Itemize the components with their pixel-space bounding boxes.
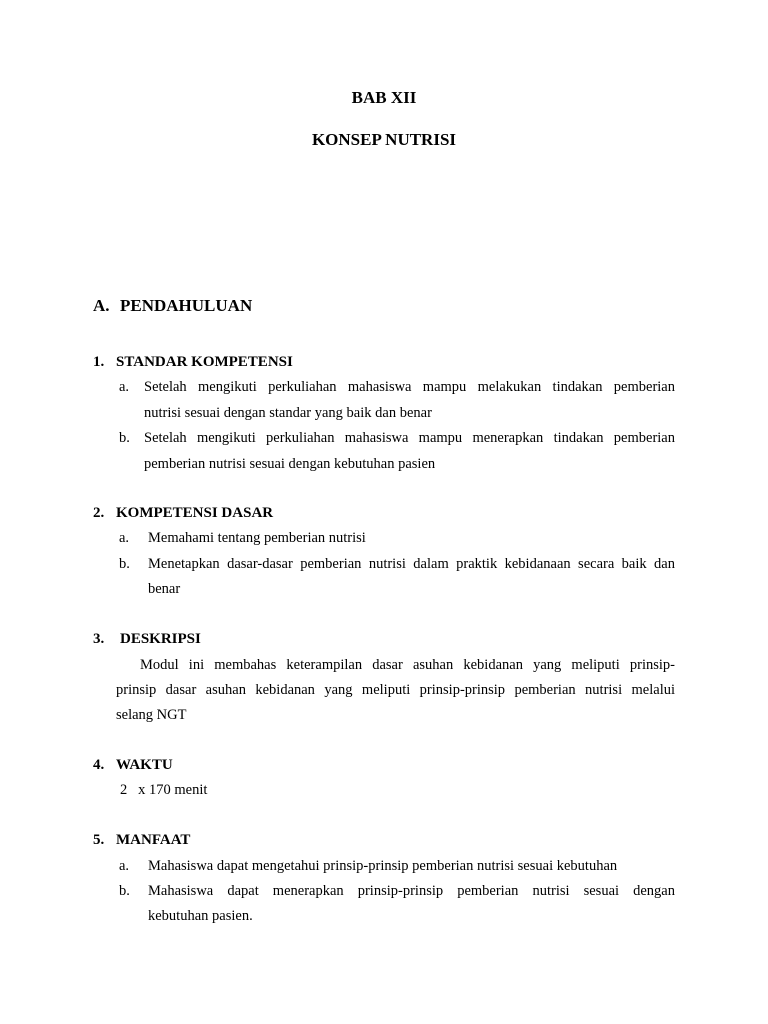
item-3-paragraph-line1: Modul ini membahas keterampilan dasar asuhan kebidanan yang meliputi prinsip- — [140, 657, 675, 673]
item-5b-line2: kebutuhan pasien. — [148, 908, 253, 924]
item-3-heading: DESKRIPSI — [120, 631, 201, 647]
item-2a-line1: Memahami tentang pemberian nutrisi — [148, 530, 366, 546]
item-1a-line1: Setelah mengikuti perkuliahan mahasiswa mampu melakukan tindakan pemberian — [144, 379, 675, 395]
item-3-paragraph-line2: prinsip dasar asuhan kebidanan yang meliputi prinsip-prinsip pemberian nutrisi melalui — [116, 682, 675, 698]
section-a-heading: PENDAHULUAN — [120, 296, 253, 315]
chapter-title: BAB XII — [351, 88, 417, 107]
item-1-heading: STANDAR KOMPETENSI — [116, 354, 293, 370]
item-5a-line1: Mahasiswa dapat mengetahui prinsip-prinsip pemberian nutrisi sesuai kebutuhan — [148, 858, 618, 874]
item-2b-marker: b. — [119, 556, 130, 572]
item-5b-marker: b. — [119, 883, 130, 899]
item-1b-marker: b. — [119, 430, 130, 446]
item-1-number: 1. — [93, 354, 105, 370]
section-a-marker: A. — [93, 296, 110, 315]
item-5b-line1: Mahasiswa dapat menerapkan prinsip-prinsip pemberian nutrisi sesuai dengan — [148, 883, 675, 899]
item-1a-line2: nutrisi sesuai dengan standar yang baik dan benar — [144, 405, 432, 421]
item-1b-line1: Setelah mengikuti perkuliahan mahasiswa mampu menerapkan tindakan pemberian — [144, 430, 675, 446]
item-5a-marker: a. — [119, 858, 130, 874]
item-5-number: 5. — [93, 832, 105, 848]
item-5-heading: MANFAAT — [116, 832, 191, 848]
item-2a-marker: a. — [119, 530, 130, 546]
item-4-number: 4. — [93, 757, 105, 773]
item-4-heading: WAKTU — [116, 757, 173, 773]
item-3-number: 3. — [93, 631, 105, 647]
chapter-subtitle: KONSEP NUTRISI — [311, 130, 457, 149]
item-2b-line1: Menetapkan dasar-dasar pemberian nutrisi dalam praktik kebidanaan secara baik dan — [148, 556, 675, 572]
item-1a-marker: a. — [119, 379, 130, 395]
item-3-paragraph-line3: selang NGT — [116, 707, 187, 723]
item-4-duration: 2 x 170 menit — [120, 782, 208, 798]
item-2-number: 2. — [93, 505, 105, 521]
item-2b-line2: benar — [148, 581, 181, 597]
item-2-heading: KOMPETENSI DASAR — [116, 505, 274, 521]
item-1b-line2: pemberian nutrisi sesuai dengan kebutuhan pasien — [144, 456, 436, 472]
